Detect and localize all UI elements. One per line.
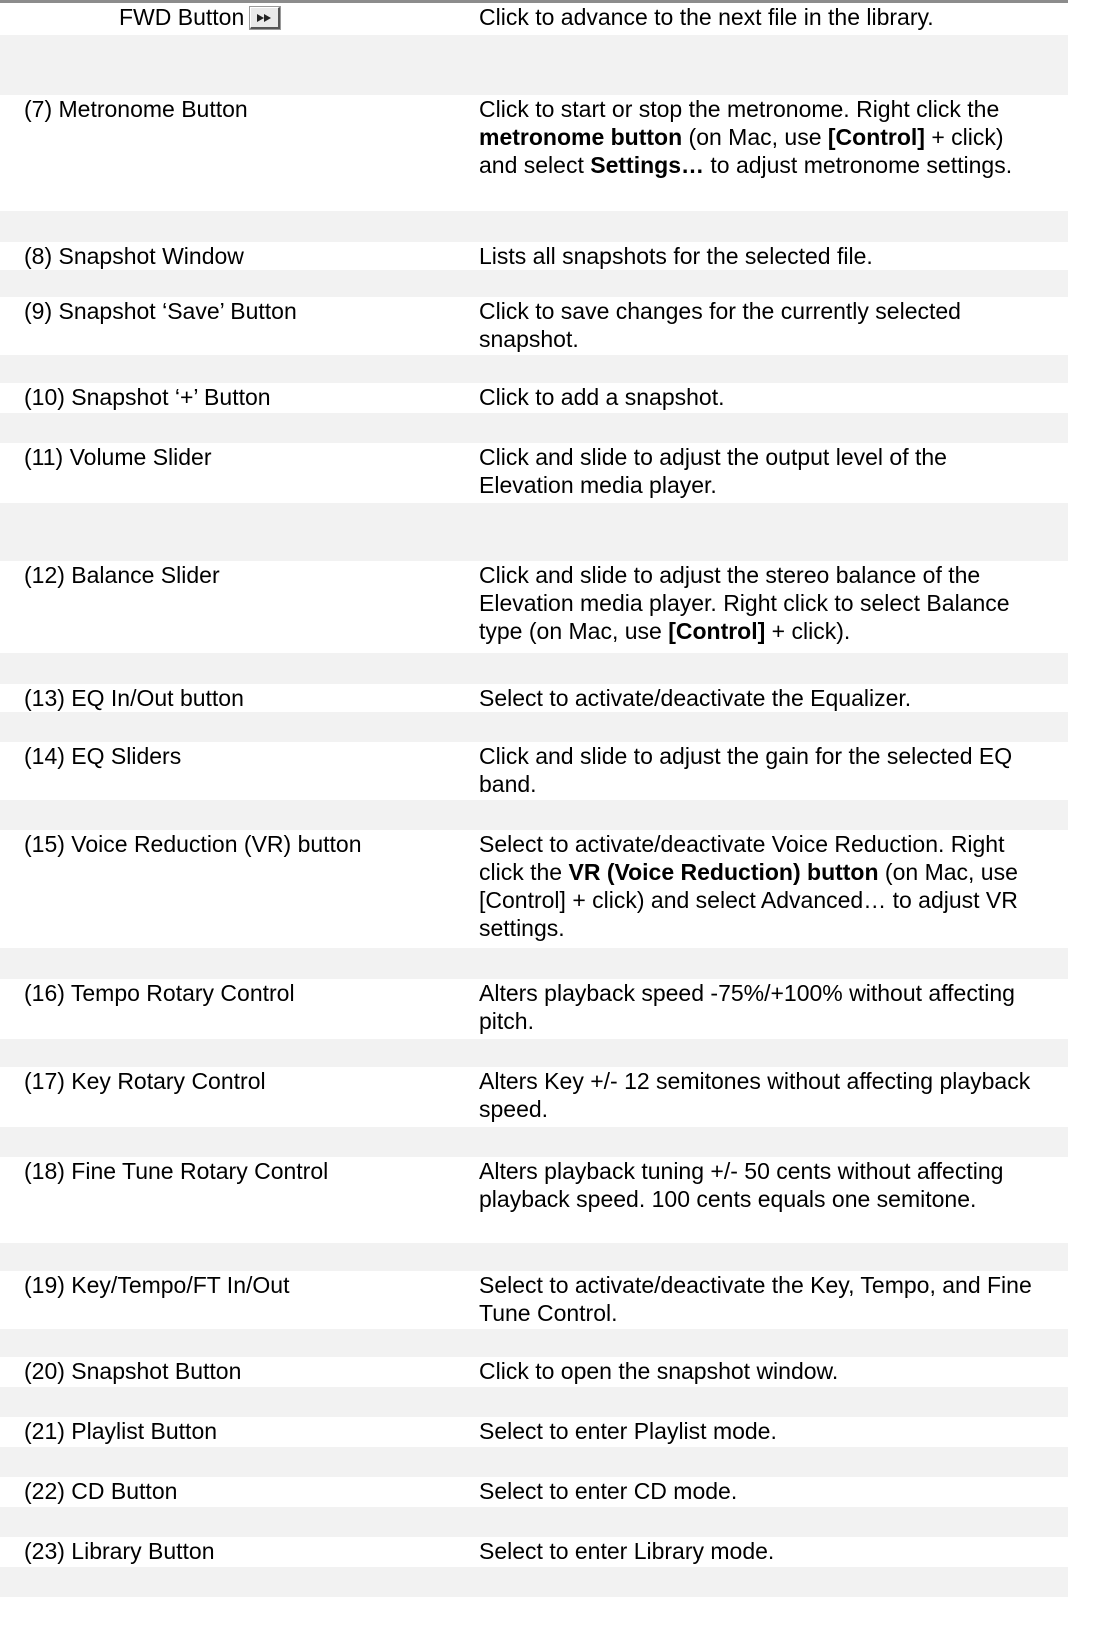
- description-text: + click) and select: [479, 124, 1004, 178]
- row-spacer: [0, 1447, 1068, 1477]
- table-row: [0, 297, 1068, 355]
- row-label: (14) EQ Sliders: [24, 743, 182, 769]
- row-description: [479, 443, 1039, 499]
- row-spacer: [0, 1243, 1068, 1271]
- row-description: [479, 1537, 1039, 1565]
- table-row: [0, 443, 1068, 503]
- row-description: [479, 1157, 1039, 1213]
- row-spacer: [0, 653, 1068, 684]
- row-label: (18) Fine Tune Rotary Control: [24, 1158, 329, 1184]
- row-description: [479, 242, 1039, 270]
- description-text: Advanced…: [760, 887, 887, 913]
- row-description: [479, 1417, 1039, 1445]
- description-text: Select to enter CD mode.: [479, 1478, 738, 1504]
- row-description: [479, 1357, 1039, 1385]
- description-text: Select to activate/deactivate the Key, Tempo, and Fine Tune Control.: [479, 1272, 1032, 1326]
- row-description: [479, 561, 1039, 645]
- row-spacer: [0, 1567, 1068, 1597]
- description-text: Click to add a snapshot.: [479, 384, 725, 410]
- row-label: (20) Snapshot Button: [24, 1358, 242, 1384]
- row-spacer: [0, 35, 1068, 95]
- row-label: (9) Snapshot ‘Save’ Button: [24, 298, 297, 324]
- row-spacer: [0, 948, 1068, 979]
- row-description: [479, 1271, 1039, 1327]
- description-text: Click and slide to adjust the output level of the Elevation media player.: [479, 444, 947, 498]
- table-row: [0, 1157, 1068, 1243]
- bold-term: VR (Voice Reduction) button: [568, 859, 879, 885]
- description-text: [Control]: [479, 887, 566, 913]
- row-label: (21) Playlist Button: [24, 1418, 218, 1444]
- row-spacer: [0, 1387, 1068, 1417]
- description-text: (on Mac, use: [682, 124, 828, 150]
- bold-term: metronome button: [479, 124, 683, 150]
- row-spacer: [0, 270, 1068, 297]
- description-text: to adjust metronome settings.: [703, 152, 1013, 178]
- bold-term: [Control]: [668, 618, 766, 644]
- table-row-fwd: [0, 3, 1068, 35]
- description-text: Lists all snapshots for the selected file.: [479, 243, 873, 269]
- table-row: [0, 95, 1068, 211]
- row-label: (8) Snapshot Window: [24, 243, 244, 269]
- description-text: Alters Key +/- 12 semitones without affecting playback speed.: [479, 1068, 1031, 1122]
- table-row: [0, 979, 1068, 1039]
- row-spacer: [0, 211, 1068, 242]
- row-spacer: [0, 712, 1068, 742]
- row-description: [479, 95, 1039, 179]
- row-label: (12) Balance Slider: [24, 562, 220, 588]
- bold-term: Settings…: [590, 152, 704, 178]
- row-spacer: [0, 1507, 1068, 1537]
- row-description: Click to advance to the next file in the library.: [479, 4, 934, 30]
- description-text: + click).: [765, 618, 851, 644]
- row-label: [0, 3, 479, 31]
- description-text: Select to enter Library mode.: [479, 1538, 775, 1564]
- description-text: Select to enter Playlist mode.: [479, 1418, 777, 1444]
- row-description: [479, 383, 1039, 411]
- fwd-button-label: FWD Button: [119, 4, 245, 30]
- row-description: [479, 1477, 1039, 1505]
- table-row: [0, 1271, 1068, 1329]
- row-spacer: [0, 413, 1068, 443]
- row-label: (23) Library Button: [24, 1538, 215, 1564]
- table-row: [0, 1067, 1068, 1127]
- description-text: Click to save changes for the currently selected snapshot.: [479, 298, 961, 352]
- table-row: [0, 242, 1068, 270]
- table-row: [0, 1357, 1068, 1387]
- table-row: [0, 1477, 1068, 1507]
- description-text: Click and slide to adjust the gain for the selected EQ band.: [479, 743, 1013, 797]
- row-label: (13) EQ In/Out button: [24, 685, 244, 711]
- table-row: [0, 383, 1068, 413]
- row-spacer: [0, 1039, 1068, 1067]
- row-label: (7) Metronome Button: [24, 96, 248, 122]
- description-text: Select to activate/deactivate the Equalizer.: [479, 685, 912, 711]
- row-description: [479, 830, 1039, 942]
- row-spacer: [0, 355, 1068, 383]
- description-text: + click) and select: [565, 887, 761, 913]
- row-label: (19) Key/Tempo/FT In/Out: [24, 1272, 290, 1298]
- row-label: (22) CD Button: [24, 1478, 178, 1504]
- row-label: (15) Voice Reduction (VR) button: [24, 831, 362, 857]
- row-spacer: [0, 1329, 1068, 1357]
- row-label: (10) Snapshot ‘+’ Button: [24, 384, 271, 410]
- row-description: [479, 684, 1039, 712]
- bold-term: [Control]: [827, 124, 925, 150]
- description-text: Select to activate/deactivate Voice Reduction. Right click the: [479, 831, 1005, 885]
- row-description: [479, 979, 1039, 1035]
- row-label: (16) Tempo Rotary Control: [24, 980, 295, 1006]
- row-spacer: [0, 503, 1068, 561]
- description-text: Alters playback speed -75%/+100% without affecting pitch.: [479, 980, 1015, 1034]
- description-text: Click and slide to adjust the stereo balance of the Elevation media player. Right click to select Balance type (on Mac, use: [479, 562, 1010, 644]
- table-row: [0, 1537, 1068, 1567]
- fast-forward-icon: [250, 7, 280, 29]
- row-spacer: [0, 1127, 1068, 1157]
- description-text: Click to start or stop the metronome. Right click the: [479, 96, 1000, 122]
- description-text: (on Mac, use: [878, 859, 1018, 885]
- description-text: Alters playback tuning +/- 50 cents without affecting playback speed. 100 cents equals one semitone.: [479, 1158, 1004, 1212]
- table-row: [0, 561, 1068, 653]
- table-row: [0, 742, 1068, 800]
- table-row: [0, 684, 1068, 712]
- row-label: (11) Volume Slider: [24, 444, 212, 470]
- description-text: to adjust VR settings.: [479, 887, 1018, 941]
- row-description: [479, 742, 1039, 798]
- row-description: [479, 1067, 1039, 1123]
- description-text: Click to open the snapshot window.: [479, 1358, 839, 1384]
- row-label: (17) Key Rotary Control: [24, 1068, 266, 1094]
- row-spacer: [0, 800, 1068, 830]
- table-row: [0, 1417, 1068, 1447]
- table-row: [0, 830, 1068, 948]
- control-reference-table: [0, 3, 1068, 1597]
- row-description: [479, 297, 1039, 353]
